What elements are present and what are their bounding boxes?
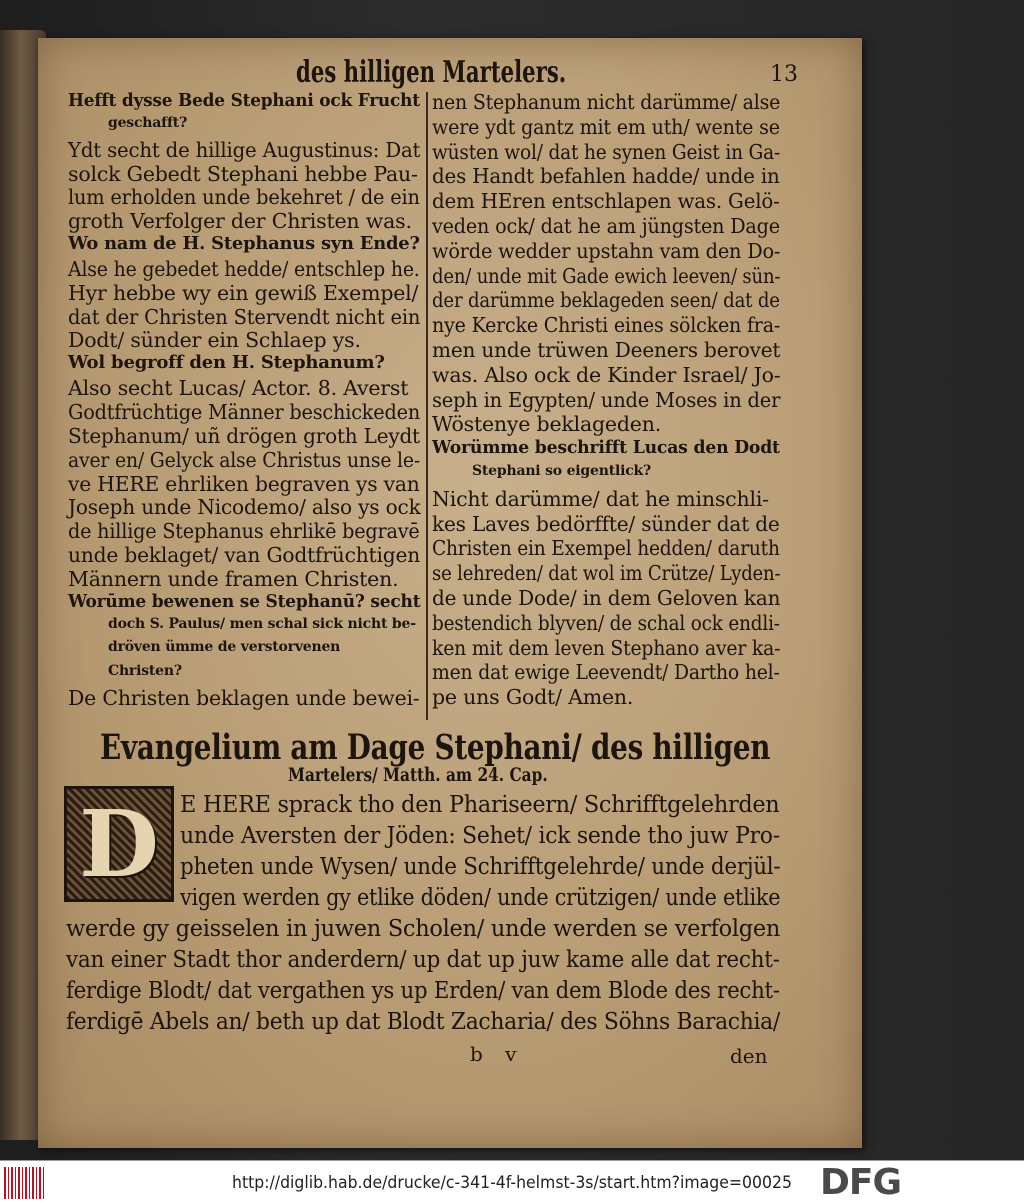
initial-letter: D [79,790,159,898]
page-number: 13 [770,62,798,87]
barcode-icon [4,1167,44,1199]
left-col-line: Wol begroff den H. Stephanum? [68,352,385,374]
right-col-line: se lehreden/ dat wol im Crütze/ Lyden- [432,561,781,586]
left-col-line: doch S. Paulus/ men schal sick nicht be- [108,615,416,632]
right-col-line: des Handt befahlen hadde/ unde in [432,164,780,189]
right-col-line: ken mit dem leven Stephano aver ka- [432,635,781,660]
left-col-line: groth Verfolger der Christen was. [68,209,412,234]
gospel-line: E HERE sprack tho den Phariseern/ Schrifftgelehrden [180,792,780,818]
right-col-line: Wöstenye beklageden. [432,412,662,437]
right-col-line: bestendich blyven/ de schal ock endli- [432,610,780,635]
left-col-line: dat der Christen Stervendt nicht ein [68,304,421,329]
left-col-line: geschafft? [108,114,188,131]
right-col-line: de unde Dode/ in dem Geloven kan [432,586,781,610]
right-col-line: Nicht darümme/ dat he minschli- [432,486,769,511]
left-col-line: Alse he gebedet hedde/ entschlep he. [68,256,420,281]
right-col-line: men unde trüwen Deeners berovet [432,338,781,362]
gospel-line: ferdigē Abels an/ beth up dat Blodt Zacharia/ des Söhns Barachia/ [66,1009,780,1035]
left-col-line: dröven ümme de verstorvenen [108,639,341,656]
column-divider [426,92,428,720]
left-col-line: Hyr hebbe wy ein gewiß Exempel/ [68,280,419,305]
right-col-line: kes Laves bedörffte/ sünder dat de [432,511,780,536]
left-col-line: de hillige Stephanus ehrlikē begravē [68,519,420,544]
left-col-line: Ydt secht de hillige Augustinus: Dat [68,137,421,162]
left-col-line: Hefft dysse Bede Stephani ock Frucht [68,90,420,111]
gospel-line: pheten unde Wysen/ unde Schrifftgelehrde/ unde derjül- [180,854,781,880]
right-col-line: Worümme beschrifft Lucas den Dodt [432,437,780,459]
source-url-link[interactable]: http://diglib.hab.de/drucke/c-341-4f-helmst-3s/start.htm?image=00025 [232,1173,792,1193]
left-col-line: Stephanum/ uñ drögen groth Leydt [68,423,420,448]
right-col-line: Stephani so eigentlick? [472,463,652,479]
viewer-footer [0,1160,1024,1204]
decorated-initial [64,786,174,902]
right-col-line: nen Stephanum nicht darümme/ alse [432,90,781,114]
section-subtitle: Martelers/ Matth. am 24. Cap. [288,764,548,786]
gospel-line: ferdige Blodt/ dat vergathen ys up Erden/ van dem Blode des recht- [66,978,780,1004]
signature-mark: b v [470,1042,525,1066]
right-col-line: der darümme beklageden seen/ dat de [432,288,780,313]
left-col-line: Christen? [108,663,182,680]
left-col-line: lum erholden unde bekehret / de ein [68,185,420,210]
left-col-line: unde beklaget/ van Godtfrüchtigen [68,543,421,568]
catchword: den [730,1044,768,1068]
running-head: des hilligen Martelers. [296,55,567,90]
section-title: Evangelium am Dage Stephani/ des hilligen [100,727,771,768]
right-col-line: dem HEren entschlapen was. Gelö- [432,189,780,214]
left-col-line: Godtfrüchtige Männer beschickeden [68,400,421,424]
right-col-line: den/ unde mit Gade ewich leeven/ sün- [432,263,781,288]
gospel-line: werde gy geisselen in juwen Scholen/ unde werden se verfolgen [66,916,781,942]
right-col-line: seph in Egypten/ unde Moses in der [432,387,781,412]
left-col-line: aver en/ Gelyck alse Christus unse le- [68,447,420,472]
left-col-line: ve HERE ehrliken begraven ys van [68,471,420,496]
left-col-line: Wo nam de H. Stephanus syn Ende? [68,233,420,255]
right-col-line: wüsten wol/ dat he synen Geist in Ga- [432,139,781,164]
gospel-line: unde Aversten der Jöden: Sehet/ ick sende tho juw Pro- [180,823,780,849]
left-col-line: Dodt/ sünder ein Schlaep ys. [68,328,361,353]
right-col-line: wörde wedder upstahn vam den Do- [432,238,781,263]
right-col-line: veden ock/ dat he am jüngsten Dage [432,214,780,238]
left-col-line: solck Gebedt Stephani hebbe Pau- [68,161,418,186]
left-col-line: Joseph unde Nicodemo/ also ys ock [68,495,421,520]
right-col-line: nye Kercke Christi eines sölcken fra- [432,313,781,338]
left-col-line: De Christen beklagen unde bewei- [68,686,420,711]
gospel-line: van einer Stadt thor anderdern/ up dat up juw kame alle dat recht- [66,947,780,973]
left-col-line: Männern unde framen Christen. [68,566,399,591]
gospel-line: vigen werden gy etlike döden/ unde crützigen/ unde etlike [180,885,781,911]
right-col-line: were ydt gantz mit em uth/ wente se [432,114,780,139]
left-col-line: Also secht Lucas/ Actor. 8. Averst [68,376,409,401]
right-col-line: was. Also ock de Kinder Israel/ Jo- [432,362,781,387]
right-col-line: men dat ewige Leevendt/ Dartho hel- [432,660,780,685]
dfg-logo: DFG [820,1162,902,1203]
right-col-line: pe uns Godt/ Amen. [432,685,634,710]
right-col-line: Christen ein Exempel hedden/ daruth [432,536,780,561]
left-col-line: Worūme bewenen se Stephanū? secht [68,590,421,612]
